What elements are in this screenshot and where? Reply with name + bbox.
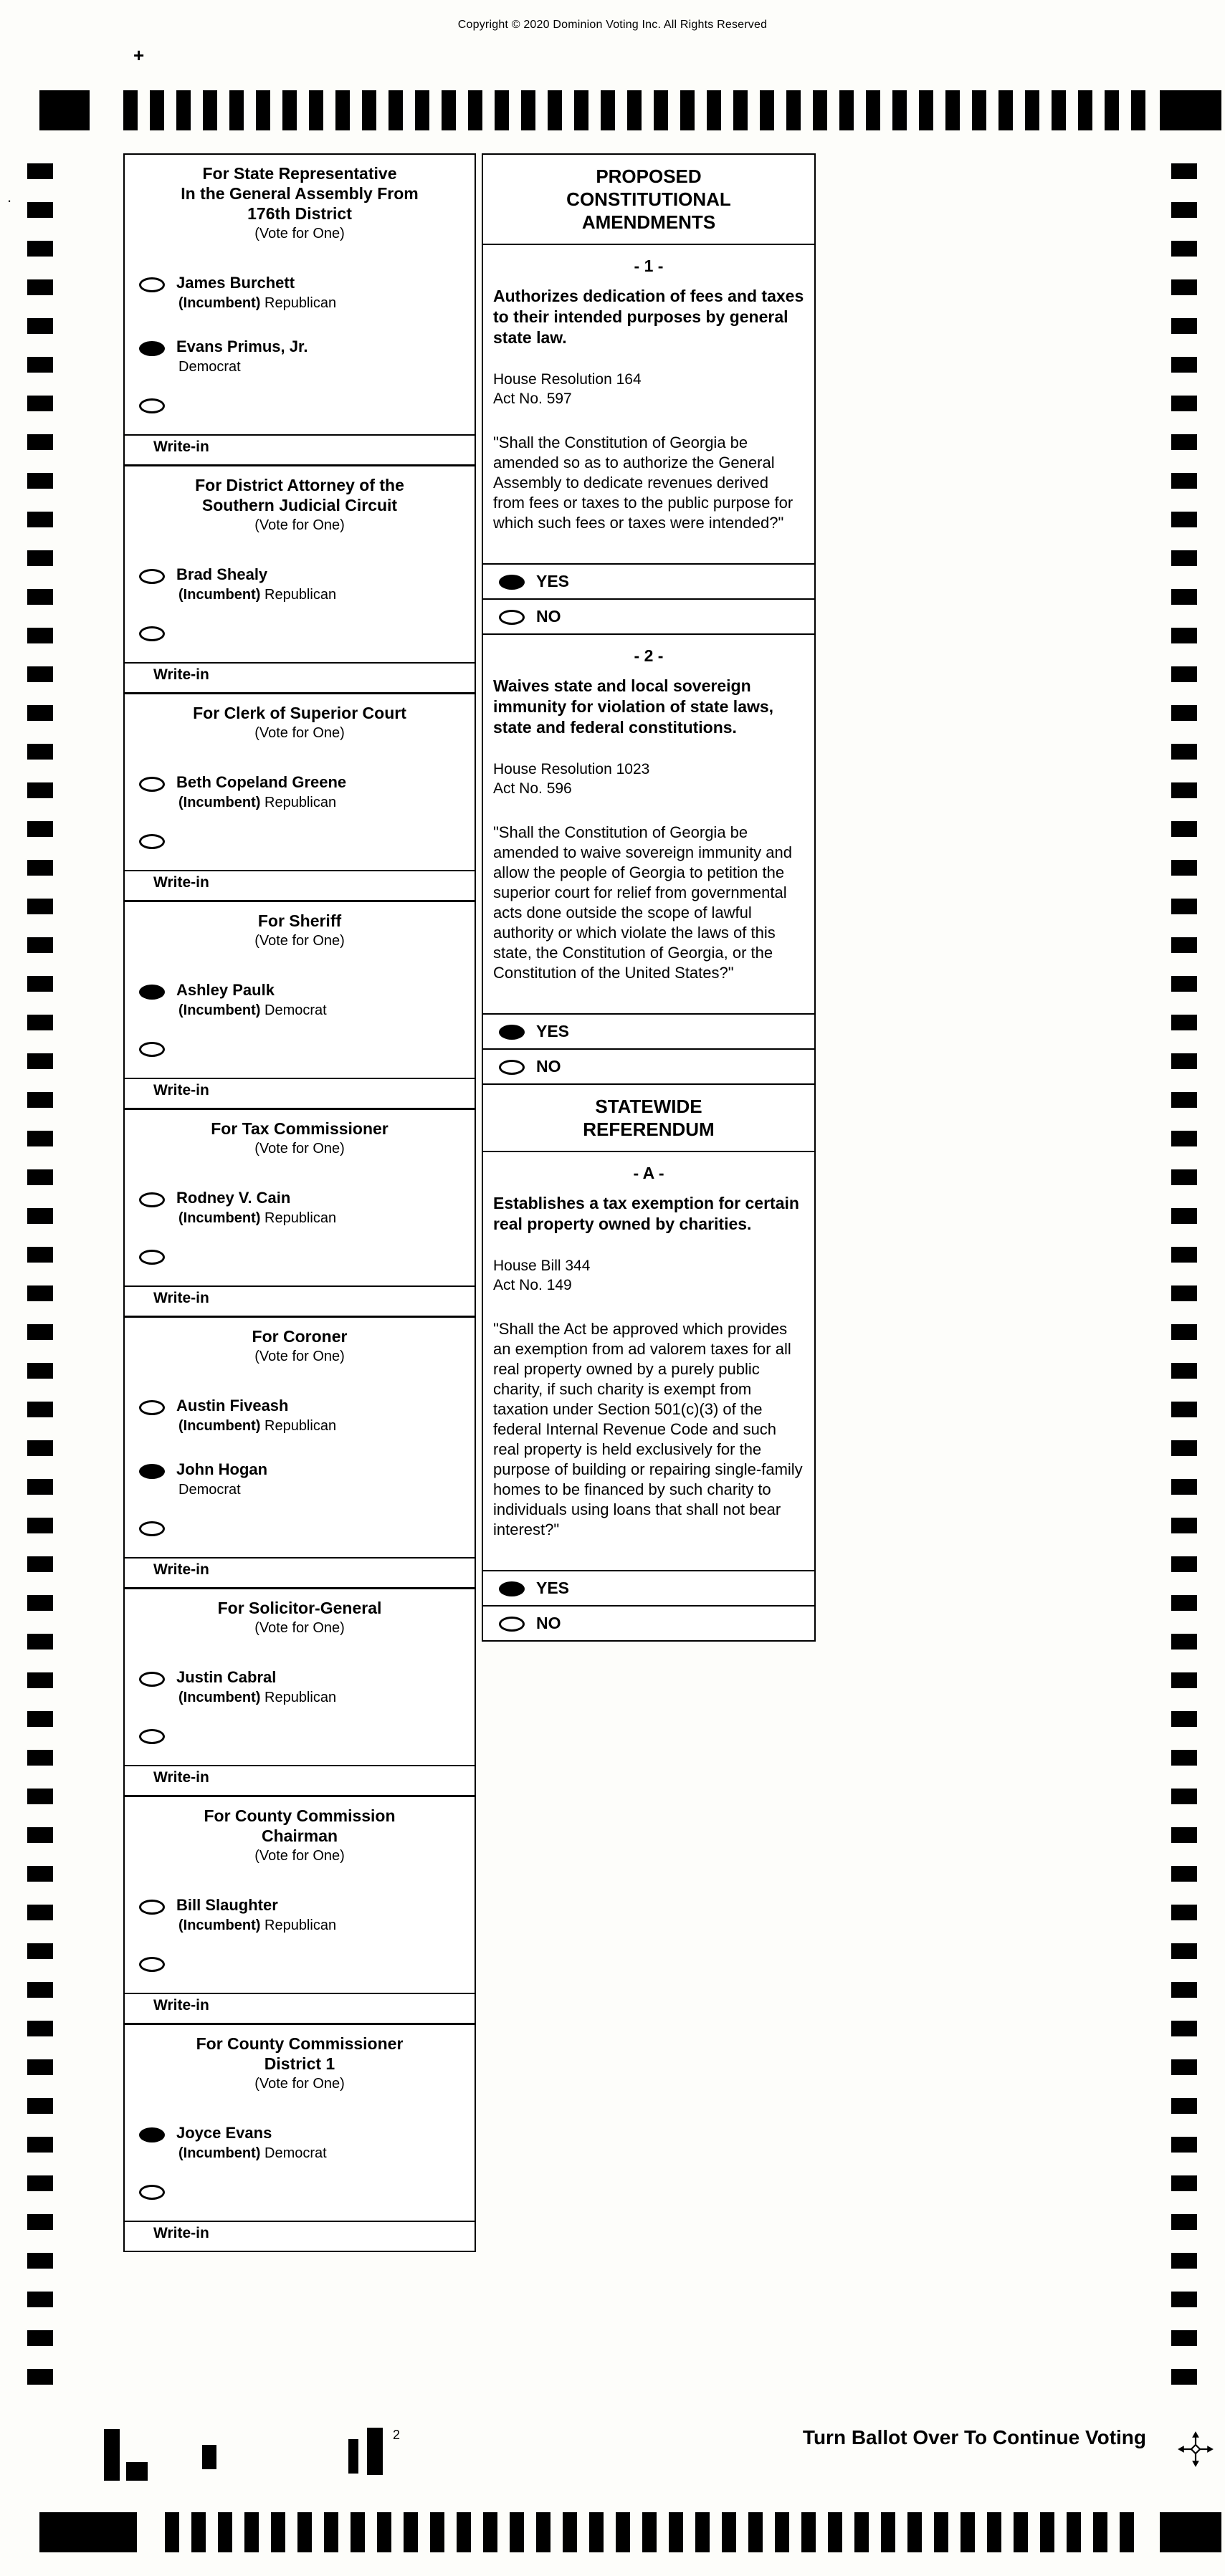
- candidate-text: [176, 2124, 327, 2162]
- candidate-name: Evans Primus, Jr.: [176, 337, 308, 355]
- candidate-text: [176, 274, 336, 312]
- contest-title: For State Representative In the General Assembly From 176th District: [181, 164, 419, 223]
- contest: [125, 155, 475, 464]
- write-in-label: Write-in: [153, 1290, 209, 1306]
- candidate-text: [176, 981, 327, 1019]
- candidate-list: [125, 1397, 475, 1498]
- candidate-option[interactable]: [125, 1189, 475, 1227]
- candidate-party-name: Democrat: [178, 1482, 241, 1498]
- option-label: NO: [536, 607, 561, 626]
- candidate-text: [176, 337, 308, 375]
- write-in-bubble[interactable]: [139, 1250, 165, 1265]
- option-label: YES: [536, 572, 570, 590]
- measure-references: House Resolution 1023 Act No. 596: [493, 761, 650, 797]
- candidate-list: [125, 565, 475, 603]
- contest: [125, 1587, 475, 1795]
- write-in-section: [125, 1557, 475, 1587]
- copyright-line: Copyright © 2020 Dominion Voting Inc. All Rights Reserved: [457, 19, 768, 31]
- candidate-name: Rodney V. Cain: [176, 1189, 291, 1207]
- contest-header: [125, 2025, 475, 2098]
- sheet-number: 2: [393, 2428, 401, 2442]
- candidate-name: Austin Fiveash: [176, 1397, 289, 1414]
- write-in-bubble[interactable]: [139, 1042, 165, 1057]
- timing-marks-top: [123, 90, 1145, 130]
- candidate-name: John Hogan: [176, 1460, 268, 1478]
- candidate-option[interactable]: [125, 1460, 475, 1498]
- measure: [483, 245, 814, 635]
- candidate-name: Brad Shealy: [176, 565, 268, 583]
- write-in-bubble[interactable]: [139, 834, 165, 849]
- candidate-party: [176, 586, 336, 603]
- candidate-name: Justin Cabral: [176, 1668, 277, 1686]
- contest-header: [125, 694, 475, 747]
- write-in-option[interactable]: [125, 398, 475, 417]
- candidate-name: Bill Slaughter: [176, 1896, 278, 1914]
- measure-summary: Waives state and local sovereign immunity for violation of state laws, state and federal constitutions.: [493, 676, 774, 737]
- write-in-option[interactable]: [125, 2185, 475, 2203]
- candidate-party-name: Republican: [264, 795, 337, 810]
- candidate-option[interactable]: [125, 2124, 475, 2162]
- candidate-bubble[interactable]: [139, 985, 165, 1000]
- contest-instruction: (Vote for One): [254, 1349, 345, 1364]
- candidate-incumbent-tag: (Incumbent): [178, 1690, 264, 1705]
- candidate-text: [176, 1896, 336, 1934]
- measure-question: "Shall the Constitution of Georgia be amended to waive sovereign immunity and allow the people of Georgia to petition the superior court for relief from governmental acts done outside the scope of lawful authority or which violate the laws of this state, the Constitution of Georgia, or the Constitution of the United States?": [493, 823, 793, 982]
- candidate-name: Ashley Paulk: [176, 981, 275, 999]
- timing-corner-bottom-left: [39, 2512, 137, 2552]
- candidate-party: [176, 2145, 327, 2162]
- candidate-party: [176, 1481, 267, 1498]
- contest-header: [125, 155, 475, 248]
- measure-number: - 1 -: [634, 257, 664, 275]
- candidate-incumbent-tag: (Incumbent): [178, 587, 264, 603]
- measure-summary: Establishes a tax exemption for certain real property owned by charities.: [493, 1194, 799, 1233]
- write-in-label: Write-in: [153, 666, 209, 683]
- contest: [125, 1316, 475, 1587]
- write-in-option[interactable]: [125, 1250, 475, 1268]
- candidate-party: [176, 794, 346, 811]
- contest-instruction: (Vote for One): [254, 725, 345, 741]
- candidate-text: [176, 565, 336, 603]
- write-in-option[interactable]: [125, 1042, 475, 1060]
- option-label: NO: [536, 1614, 561, 1632]
- candidate-option[interactable]: [125, 565, 475, 603]
- candidate-name: Beth Copeland Greene: [176, 773, 347, 791]
- contest-title: For Coroner: [252, 1327, 348, 1346]
- write-in-section: [125, 434, 475, 464]
- write-in-label: Write-in: [153, 439, 209, 455]
- contest: [125, 1108, 475, 1316]
- option-label: YES: [536, 1579, 570, 1597]
- write-in-label: Write-in: [153, 1769, 209, 1786]
- stray-dot-mark: .: [7, 188, 12, 206]
- contest-title: For District Attorney of the Southern Judicial Circuit: [195, 476, 404, 514]
- orientation-mark: [104, 2429, 120, 2481]
- candidate-party: [176, 1210, 336, 1227]
- candidate-option[interactable]: [125, 1896, 475, 1934]
- option-bubble[interactable]: [499, 1025, 525, 1040]
- measure-option[interactable]: [483, 1605, 814, 1640]
- candidate-list: [125, 773, 475, 811]
- contest-header: [125, 1318, 475, 1371]
- candidate-party: [176, 295, 336, 312]
- write-in-option[interactable]: [125, 626, 475, 645]
- candidate-text: [176, 1668, 336, 1706]
- candidate-party-name: Democrat: [178, 359, 241, 375]
- measure-options: [483, 1570, 814, 1640]
- measure-option[interactable]: [483, 1048, 814, 1083]
- option-label: NO: [536, 1057, 561, 1076]
- candidate-bubble[interactable]: [139, 1464, 165, 1479]
- candidate-party: [176, 1002, 327, 1019]
- candidate-list: [125, 2124, 475, 2162]
- contest-title: For Solicitor-General: [217, 1599, 382, 1617]
- candidate-bubble[interactable]: [139, 1192, 165, 1207]
- contest: [125, 692, 475, 900]
- option-bubble[interactable]: [499, 1060, 525, 1075]
- candidate-option[interactable]: [125, 1397, 475, 1435]
- candidate-text: [176, 773, 346, 811]
- orientation-mark: [348, 2439, 358, 2474]
- turn-over-instruction: Turn Ballot Over To Continue Voting: [802, 2426, 1146, 2448]
- contest-instruction: (Vote for One): [254, 1620, 345, 1636]
- measure-question: "Shall the Act be approved which provides an exemption from ad valorem taxes for all real property owned by a purely public charity, if such charity is exempt from taxation under Section 501(c)(3) of the federal Internal Revenue Code and such real property is held exclusively for the purpose of building or repairing single-family homes to be financed by such charity to individuals using loans that shall not bear interest?": [493, 1320, 803, 1538]
- write-in-section: [125, 1993, 475, 2023]
- candidate-party-name: Republican: [264, 295, 337, 311]
- measure-references: House Resolution 164 Act No. 597: [493, 371, 642, 407]
- candidate-text: [176, 1397, 336, 1435]
- measures-column: [482, 153, 816, 1642]
- write-in-option[interactable]: [125, 1957, 475, 1976]
- candidate-bubble[interactable]: [139, 777, 165, 792]
- contest-instruction: (Vote for One): [254, 226, 345, 241]
- candidate-party-name: Republican: [264, 1210, 337, 1226]
- candidate-party: [176, 1417, 336, 1435]
- measure-references: House Bill 344 Act No. 149: [493, 1258, 591, 1293]
- measure-options: [483, 1013, 814, 1083]
- measure-option[interactable]: [483, 1570, 814, 1605]
- candidate-incumbent-tag: (Incumbent): [178, 1210, 264, 1226]
- candidate-party-name: Republican: [264, 1418, 337, 1434]
- candidate-party-name: Democrat: [264, 1002, 327, 1018]
- timing-marks-bottom: [165, 2512, 1145, 2552]
- write-in-bubble[interactable]: [139, 1729, 165, 1744]
- measure-summary: Authorizes dedication of fees and taxes to their intended purposes by general state law.: [493, 287, 804, 347]
- contest-column: [123, 153, 476, 2252]
- candidate-name: Joyce Evans: [176, 2124, 272, 2142]
- candidate-bubble[interactable]: [139, 2127, 165, 2142]
- option-bubble[interactable]: [499, 610, 525, 625]
- timing-marks-left: [27, 163, 53, 2385]
- candidate-list: [125, 274, 475, 375]
- write-in-option[interactable]: [125, 834, 475, 853]
- write-in-bubble[interactable]: [139, 626, 165, 641]
- measure-option[interactable]: [483, 563, 814, 598]
- write-in-section: [125, 2221, 475, 2251]
- contest: [125, 900, 475, 1108]
- candidate-party-name: Republican: [264, 1917, 337, 1933]
- contest-instruction: (Vote for One): [254, 933, 345, 949]
- measure-question: "Shall the Constitution of Georgia be amended so as to authorize the General Assembly to dedicate revenues derived from fees or taxes to the public purpose for which such fees or taxes were intended?": [493, 434, 793, 532]
- candidate-party-name: Republican: [264, 587, 337, 603]
- write-in-bubble[interactable]: [139, 1957, 165, 1972]
- contest-instruction: (Vote for One): [254, 2076, 345, 2092]
- candidate-bubble[interactable]: [139, 1400, 165, 1415]
- contest-title: For County Commissioner District 1: [196, 2034, 404, 2073]
- write-in-section: [125, 1078, 475, 1108]
- candidate-list: [125, 981, 475, 1019]
- candidate-text: [176, 1460, 267, 1498]
- candidate-text: [176, 1189, 336, 1227]
- write-in-bubble[interactable]: [139, 398, 165, 413]
- contest-header: [125, 1797, 475, 1870]
- contest-instruction: (Vote for One): [254, 1141, 345, 1157]
- option-bubble[interactable]: [499, 575, 525, 590]
- candidate-party: [176, 358, 308, 375]
- timing-corner-top-left: [39, 90, 90, 130]
- contest: [125, 464, 475, 692]
- contest: [125, 2023, 475, 2251]
- candidate-bubble[interactable]: [139, 1900, 165, 1915]
- contest-header: [125, 1110, 475, 1163]
- candidate-list: [125, 1668, 475, 1706]
- candidate-incumbent-tag: (Incumbent): [178, 795, 264, 810]
- candidate-incumbent-tag: (Incumbent): [178, 1917, 264, 1933]
- orientation-mark: [367, 2428, 383, 2475]
- candidate-party: [176, 1689, 336, 1706]
- candidate-incumbent-tag: (Incumbent): [178, 1418, 264, 1434]
- candidate-party: [176, 1917, 336, 1934]
- write-in-option[interactable]: [125, 1729, 475, 1748]
- write-in-label: Write-in: [153, 1561, 209, 1578]
- write-in-label: Write-in: [153, 874, 209, 891]
- candidate-option[interactable]: [125, 274, 475, 312]
- contest-header: [125, 466, 475, 540]
- write-in-bubble[interactable]: [139, 1521, 165, 1536]
- candidate-option[interactable]: [125, 1668, 475, 1706]
- registration-plus-mark: +: [133, 44, 145, 66]
- measure: [483, 635, 814, 1085]
- orientation-mark: [202, 2445, 216, 2469]
- measure-number: - 2 -: [634, 646, 664, 665]
- candidate-option[interactable]: [125, 773, 475, 811]
- candidate-incumbent-tag: (Incumbent): [178, 295, 264, 311]
- measure-option[interactable]: [483, 1013, 814, 1048]
- contest: [125, 1795, 475, 2023]
- write-in-label: Write-in: [153, 2225, 209, 2241]
- candidate-party-name: Democrat: [264, 2145, 327, 2161]
- timing-corner-top-right: [1160, 90, 1221, 130]
- contest-title: For Clerk of Superior Court: [193, 704, 406, 722]
- contest-title: For Sheriff: [257, 911, 342, 930]
- candidate-party-name: Republican: [264, 1690, 337, 1705]
- candidate-bubble[interactable]: [139, 569, 165, 584]
- measure-section-header: PROPOSED CONSTITUTIONAL AMENDMENTS: [483, 155, 814, 245]
- candidate-name: James Burchett: [176, 274, 295, 292]
- write-in-section: [125, 870, 475, 900]
- orientation-mark: [126, 2462, 148, 2481]
- candidate-option[interactable]: [125, 337, 475, 375]
- timing-marks-right: [1171, 163, 1197, 2385]
- write-in-bubble[interactable]: [139, 2185, 165, 2200]
- candidate-list: [125, 1189, 475, 1227]
- contest-header: [125, 902, 475, 955]
- candidate-bubble[interactable]: [139, 277, 165, 292]
- measure-section-header: STATEWIDE REFERENDUM: [483, 1085, 814, 1152]
- timing-corner-bottom-right: [1160, 2512, 1221, 2552]
- contest-instruction: (Vote for One): [254, 1848, 345, 1864]
- candidate-option[interactable]: [125, 981, 475, 1019]
- measure-options: [483, 563, 814, 633]
- candidate-incumbent-tag: (Incumbent): [178, 1002, 264, 1018]
- write-in-option[interactable]: [125, 1521, 475, 1540]
- contest-header: [125, 1589, 475, 1642]
- measure-option[interactable]: [483, 598, 814, 633]
- write-in-section: [125, 1285, 475, 1316]
- candidate-list: [125, 1896, 475, 1934]
- candidate-incumbent-tag: (Incumbent): [178, 2145, 264, 2161]
- move-crosshair-icon: [1177, 2431, 1214, 2468]
- option-bubble[interactable]: [499, 1581, 525, 1596]
- option-label: YES: [536, 1022, 570, 1040]
- contest-title: For County Commission Chairman: [204, 1806, 396, 1845]
- measure: [483, 1152, 814, 1640]
- candidate-bubble[interactable]: [139, 1672, 165, 1687]
- write-in-label: Write-in: [153, 1997, 209, 2014]
- candidate-bubble[interactable]: [139, 341, 165, 356]
- contest-title: For Tax Commissioner: [211, 1119, 389, 1138]
- write-in-section: [125, 662, 475, 692]
- write-in-label: Write-in: [153, 1082, 209, 1098]
- write-in-section: [125, 1765, 475, 1795]
- contest-instruction: (Vote for One): [254, 517, 345, 533]
- measure-number: - A -: [633, 1164, 664, 1182]
- option-bubble[interactable]: [499, 1617, 525, 1632]
